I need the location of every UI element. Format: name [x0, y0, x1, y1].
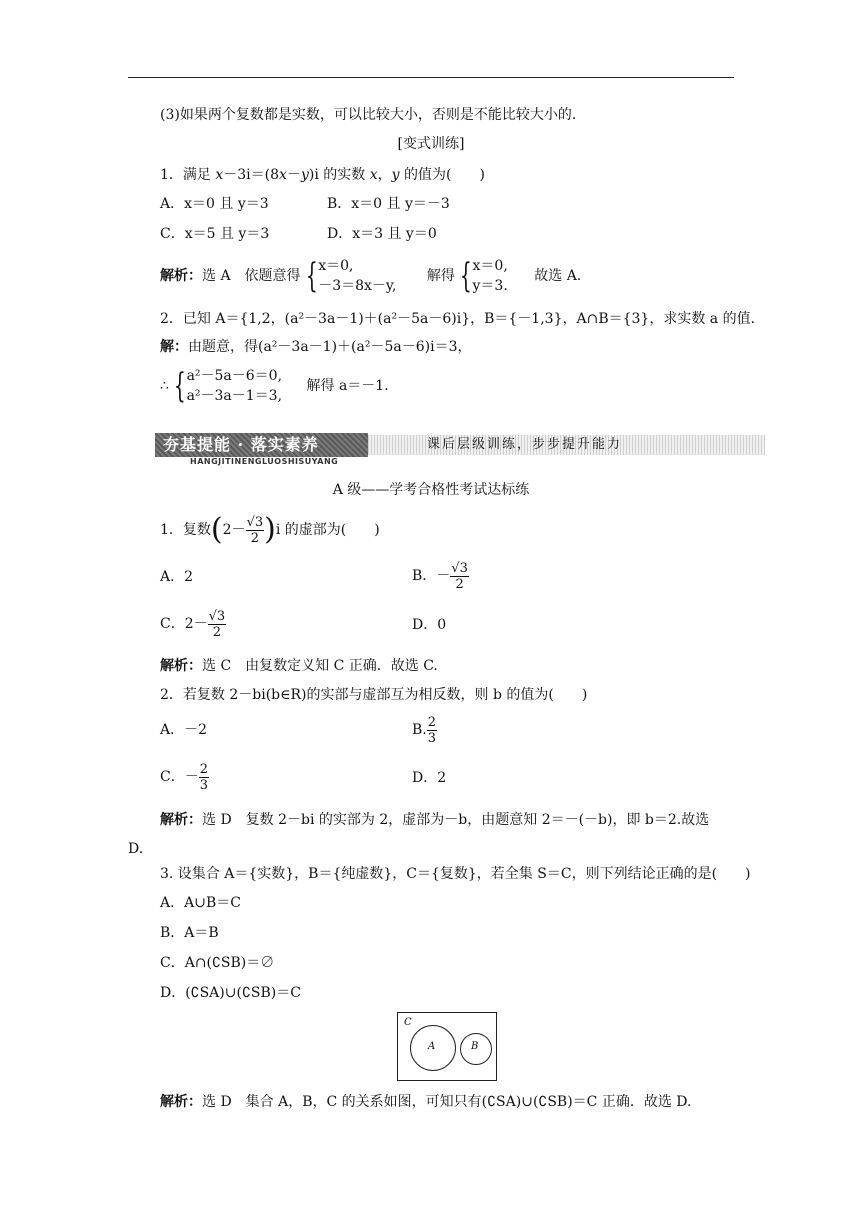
level-a-q1-option-c: C．2－ $\frac{√3}{2}$ [160, 608, 226, 640]
variant-q1-stem: 1．满足 x－3i＝(8x－y)i 的实数 x，y 的值为( ) [160, 167, 485, 183]
venn-label-c: C [404, 1017, 412, 1028]
venn-label-a: A [428, 1041, 436, 1052]
variant-q1-option-c: C．x＝5 且 y＝3 [160, 226, 270, 242]
level-a-heading: A 级——学考合格性考试达标练 [332, 482, 530, 498]
level-a-q2-option-b: B. $\frac{2}{3}$ [412, 714, 437, 746]
venn-label-b: B [471, 1041, 479, 1052]
banner-subtitle: HANGJITINENGLUOSHISUYANG [190, 457, 339, 466]
header-rule [128, 77, 734, 78]
banner-right-text: 课后层级训练，步步提升能力 [427, 437, 623, 452]
variant-q1-option-d: D．x＝3 且 y＝0 [327, 226, 437, 242]
level-a-q2-solution-line2: D. [128, 841, 144, 857]
level-a-q3-stem: 3. 设集合 A＝{实数}，B＝{纯虚数}，C＝{复数}，若全集 S＝C，则下列结论正确的是( ) [160, 866, 751, 882]
level-a-q2-solution: 解析：选 D 复数 2－bi 的实部为 2，虚部为－b，由题意知 2＝－(－b)，即 b＝2.故选 [160, 812, 710, 828]
level-a-q3-option-c: C．A∩(∁SB)＝∅ [160, 955, 275, 971]
variant-q1-option-b: B．x＝0 且 y＝－3 [327, 196, 450, 212]
variant-q1-option-a: A．x＝0 且 y＝3 [160, 196, 269, 212]
level-a-q1-option-a: A．2 [160, 569, 194, 585]
variant-q1-solution: 解析：选 A 依题意得 { x＝0, －3＝8x－y, 解得 { x＝0, y＝3. 故选 A. [160, 256, 582, 296]
section-banner [155, 433, 765, 466]
level-a-q3-solution: 解析：选 D 集合 A，B，C 的关系如图，可知只有(∁SA)∪(∁SB)＝C 正确．故选 D. [160, 1094, 692, 1110]
banner-title: 夯基提能 · 落实素养 [155, 433, 368, 457]
level-a-q1-solution: 解析：选 C 由复数定义知 C 正确．故选 C. [160, 658, 438, 674]
venn-diagram [397, 1012, 497, 1081]
level-a-q3-option-a: A．A∪B＝C [160, 895, 241, 911]
level-a-q2-option-c: C．－ $\frac{2}{3}$ [160, 761, 208, 793]
level-a-q2-option-d: D．2 [412, 770, 447, 786]
level-a-q2-stem: 2．若复数 2－bi(b∈R)的实部与虚部互为相反数，则 b 的值为( ) [160, 687, 588, 703]
level-a-q1-option-b: B．－ $\frac{√3}{2}$ [412, 560, 468, 592]
variant-q2-solution-system: ∴ { a²－5a－6＝0, a²－3a－1＝3, 解得 a＝－1. [160, 366, 389, 406]
level-a-q1-option-d: D．0 [412, 617, 447, 633]
note-3: (3)如果两个复数都是实数，可以比较大小，否则是不能比较大小的． [160, 107, 586, 123]
level-a-q2-option-a: A．－2 [160, 722, 208, 738]
variant-q2-stem: 2．已知 A＝{1,2，(a²－3a－1)＋(a²－5a－6)i}，B＝{－1,3}，A∩B＝{3}，求实数 a 的值． [160, 311, 765, 327]
variant-q2-solution-line1: 解：由题意，得(a²－3a－1)＋(a²－5a－6)i＝3， [160, 339, 472, 355]
section-title: [变式训练] [397, 136, 465, 152]
level-a-q1-stem: 1．复数(2－ $\frac{√3}{2}$ )i 的虚部为( ) [160, 512, 380, 547]
level-a-q3-option-d: D．(∁SA)∪(∁SB)＝C [160, 985, 301, 1001]
level-a-q3-option-b: B．A＝B [160, 925, 219, 941]
